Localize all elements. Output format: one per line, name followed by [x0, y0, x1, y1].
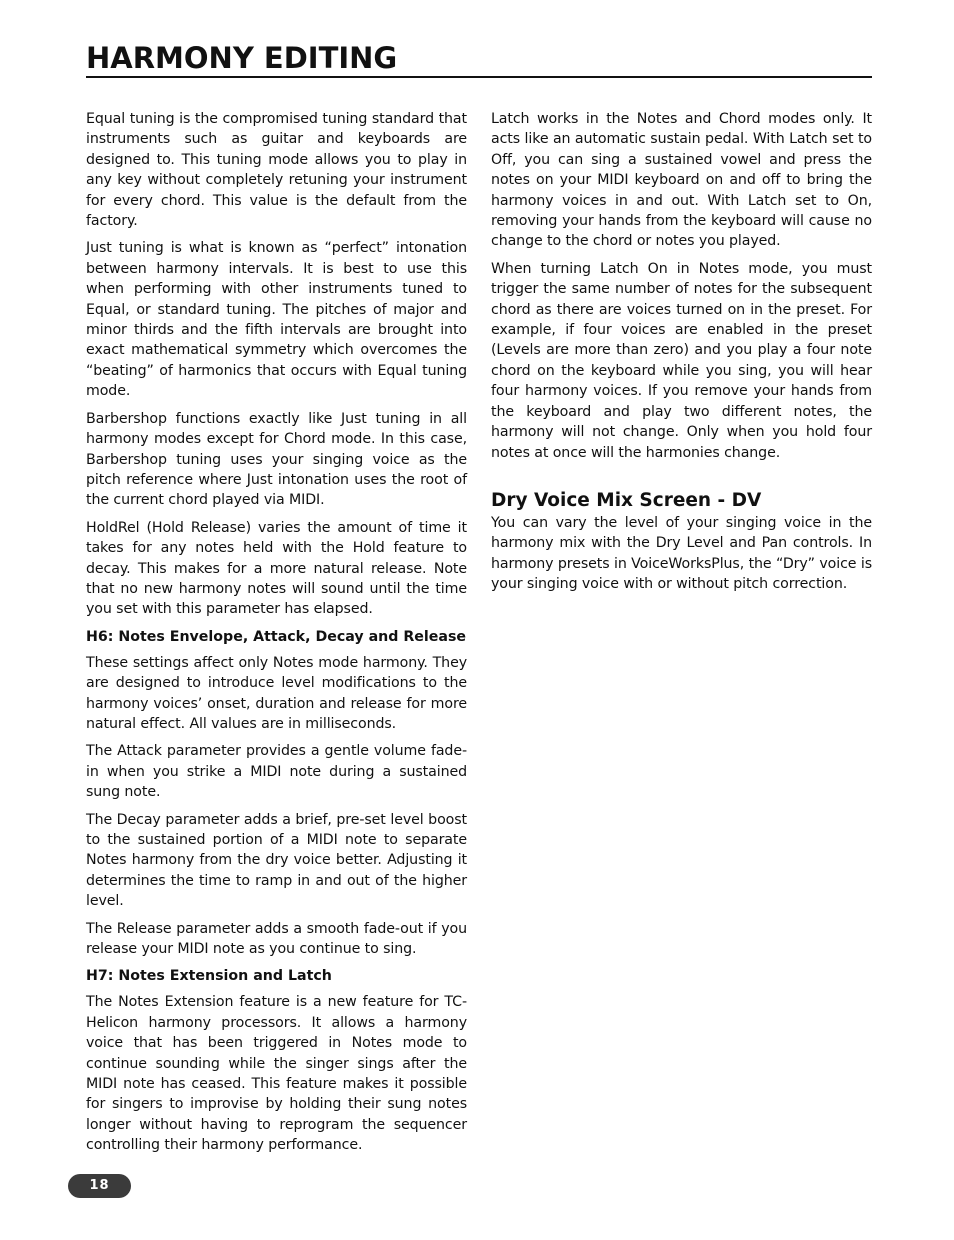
section-heading-h6: H6: Notes Envelope, Attack, Decay and Release: [86, 628, 467, 645]
paragraph-barbershop: Barbershop functions exactly like Just tuning in all harmony modes except for Chord mode. In this case, Barbershop tuning uses your singing voice as the pitch reference where Just intonation uses the root of the current chord played via MIDI.: [86, 410, 467, 509]
paragraph-just-tuning: Just tuning is what is known as “perfect” intonation between harmony intervals. It is best to use this when performing with other instruments tuned to Equal, or standard tuning. The pitches of major and minor thirds and the fifth intervals are brought into exact mathematical symmetry which overcomes the “beating” of harmonics that occurs with Equal tuning mode.: [86, 240, 467, 400]
paragraph-equal-tuning: Equal tuning is the compromised tuning standard that instruments such as guitar and keyboards are designed to. This tuning mode allows you to play in any key without completely retuning your instrument for every chord. This value is the default from the factory.: [86, 111, 467, 230]
paragraph-holdrel: HoldRel (Hold Release) varies the amount of time it takes for any notes held with the Hold feature to decay. This makes for a more natural release. Note that no new harmony notes will sound until the time you set with this parameter has elapsed.: [86, 519, 467, 618]
paragraph-decay: The Decay parameter adds a brief, pre-set level boost to the sustained portion of a MIDI note to separate Notes harmony from the dry voice better. Adjusting it determines the time to ramp in and out of the higher level.: [86, 811, 467, 910]
section-heading-dry-voice: Dry Voice Mix Screen - DV: [491, 489, 762, 511]
paragraph-dry-voice: You can vary the level of your singing voice in the harmony mix with the Dry Level and Pan controls. In harmony presets in VoiceWorksPlus, the “Dry” voice is your singing voice with or without pitch correction.: [491, 514, 872, 593]
paragraph-attack: The Attack parameter provides a gentle volume fade-in when you strike a MIDI note during a sustained sung note.: [86, 743, 467, 801]
page-header: [86, 40, 872, 78]
page-title: HARMONY EDITING: [86, 41, 398, 75]
page-number-badge: 18: [68, 1174, 131, 1198]
paragraph-envelope-intro: These settings affect only Notes mode harmony. They are designed to introduce level modifications to the harmony voices’ onset, duration and release for more natural effect. All values are in milliseconds.: [86, 654, 467, 732]
paragraph-latch-notes-mode: When turning Latch On in Notes mode, you must trigger the same number of notes for the subsequent chord as there are voices turned on in the preset. For example, if four voices are enabled in the preset (Levels are more than zero) and you play a four note chord on the keyboard while you sing, you will hear four harmony voices. If you remove your hands from the keyboard and play two different notes, the harmony will not change. Only when you hold four notes at once will the harmonies change.: [491, 260, 872, 461]
left-column: [86, 109, 467, 1163]
section-heading-h7: H7: Notes Extension and Latch: [86, 968, 332, 985]
paragraph-latch: Latch works in the Notes and Chord modes only. It acts like an automatic sustain pedal. With Latch set to Off, you can sing a sustained vowel and press the notes on your MIDI keyboard on and off to bring the harmony voices in and out. With Latch set to On, removing your hands from the keyboard will cause no change to the chord or notes you played.: [491, 111, 872, 250]
paragraph-release: The Release parameter adds a smooth fade-out if you release your MIDI note as you continue to sing.: [86, 920, 467, 958]
paragraph-notes-extension: The Notes Extension feature is a new feature for TC-Helicon harmony processors. It allows a harmony voice that has been triggered in Notes mode to continue sounding while the singer sings after the MIDI note has ceased. This feature makes it possible for singers to improvise by holding their sung notes longer without having to reprogram the sequencer controlling their harmony performance.: [86, 994, 467, 1154]
right-column: [491, 109, 872, 602]
